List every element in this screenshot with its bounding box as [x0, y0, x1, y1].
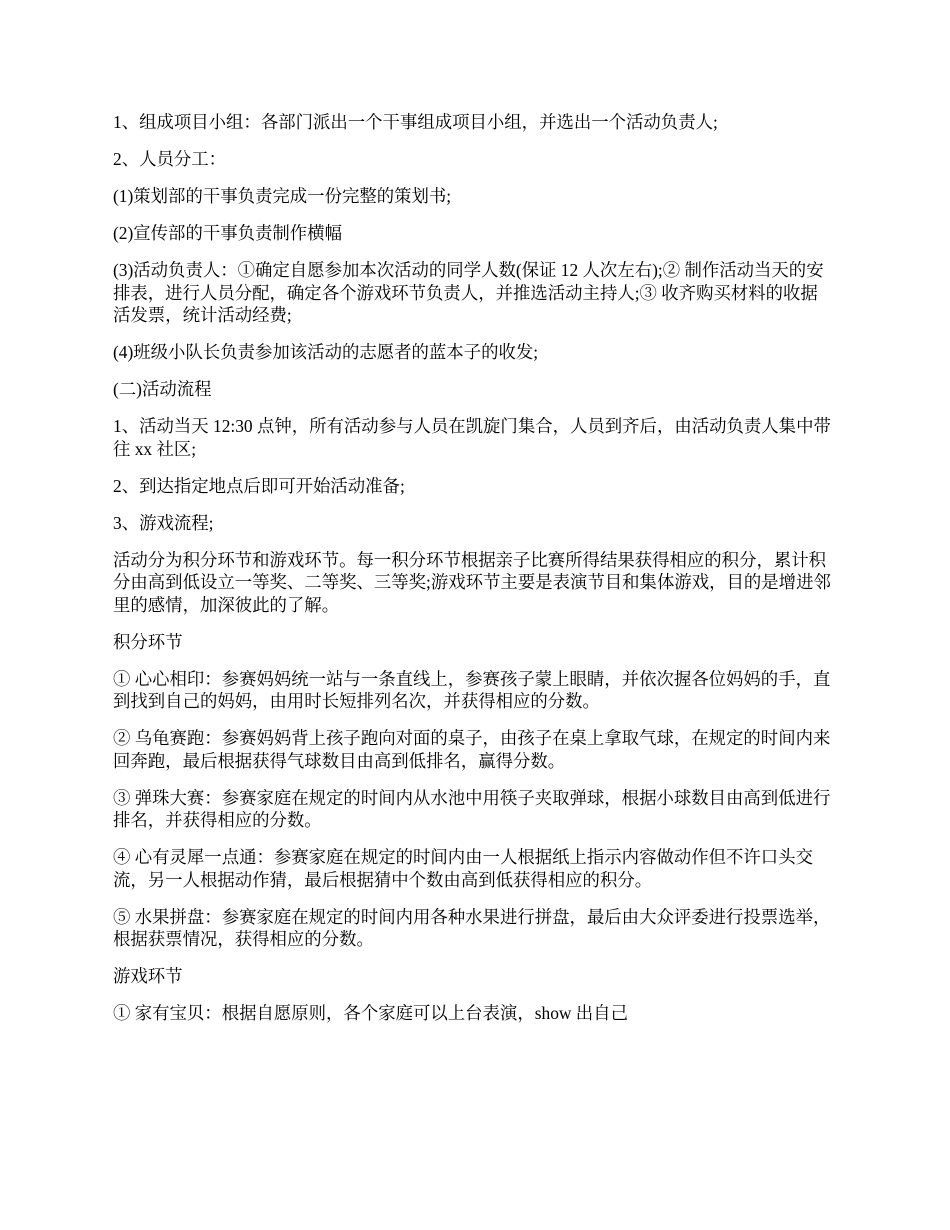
heading-games-section: 游戏环节 [113, 966, 183, 986]
paragraph-game-process: 3、游戏流程; [113, 512, 214, 533]
paragraph-publicity-dept: (2)宣传部的干事负责制作横幅 [113, 223, 342, 243]
list-item-family-treasure: ① 家有宝贝：根据自愿原则，各个家庭可以上台表演，show 出自己 [113, 1003, 628, 1023]
paragraph-staff-division: 2、人员分工： [113, 149, 227, 169]
paragraph-activity-overview: 活动分为积分环节和游戏环节。每一积分环节根据亲子比赛所得结果获得相应的积分，累计积分由高到低设立一等奖、二等奖、三等奖;游戏环节主要是表演节目和集体游戏，目的是增进邻里的感情，加深彼此的了解。 [113, 549, 831, 615]
paragraph-project-group: 1、组成项目小组：各部门派出一个干事组成项目小组，并选出一个活动负责人; [113, 112, 718, 132]
list-item-telepathy: ④ 心有灵犀一点通：参赛家庭在规定的时间内由一人根据纸上指示内容做动作但不许口头交流，另一人根据动作猜，最后根据猜中个数由高到低获得相应的积分。 [113, 847, 813, 890]
document-body [113, 111, 835, 1039]
paragraph-class-captain: (4)班级小队长负责参加该活动的志愿者的蓝本子的收发; [113, 342, 539, 362]
paragraph-gathering: 1、活动当天 12:30 点钟，所有活动参与人员在凯旋门集合，人员到齐后，由活动负责人集中带往 xx 社区; [113, 416, 831, 459]
paragraph-activity-leader: (3)活动负责人：①确定自愿参加本次活动的同学人数(保证 12 人次左右);② 制作活动当天的安排表，进行人员分配，确定各个游戏环节负责人，并推选活动主持人;③ 收齐购买材料的收据活发票，统计活动经费; [113, 260, 824, 325]
list-item-fruit-platter: ⑤ 水果拼盘：参赛家庭在规定的时间内用各种水果进行拼盘，最后由大众评委进行投票选举，根据获票情况，获得相应的分数。 [113, 906, 831, 949]
paragraph-planning-dept: (1)策划部的干事负责完成一份完整的策划书; [113, 186, 452, 206]
list-item-marble-contest: ③ 弹珠大赛：参赛家庭在规定的时间内从水池中用筷子夹取弹球，根据小球数目由高到低进行排名，并获得相应的分数。 [113, 787, 831, 830]
heading-activity-process: (二)活动流程 [113, 379, 212, 399]
list-item-heart-to-heart: ① 心心相印：参赛妈妈统一站与一条直线上，参赛孩子蒙上眼睛，并依次握各位妈妈的手，直到找到自己的妈妈，由用时长短排列名次，并获得相应的分数。 [113, 668, 831, 711]
heading-points-section: 积分环节 [113, 631, 183, 652]
list-item-turtle-race: ② 乌龟赛跑：参赛妈妈背上孩子跑向对面的桌子，由孩子在桌上拿取气球，在规定的时间内来回奔跑，最后根据获得气球数目由高到低排名，赢得分数。 [113, 728, 831, 771]
paragraph-preparation: 2、到达指定地点后即可开始活动准备; [113, 475, 405, 496]
